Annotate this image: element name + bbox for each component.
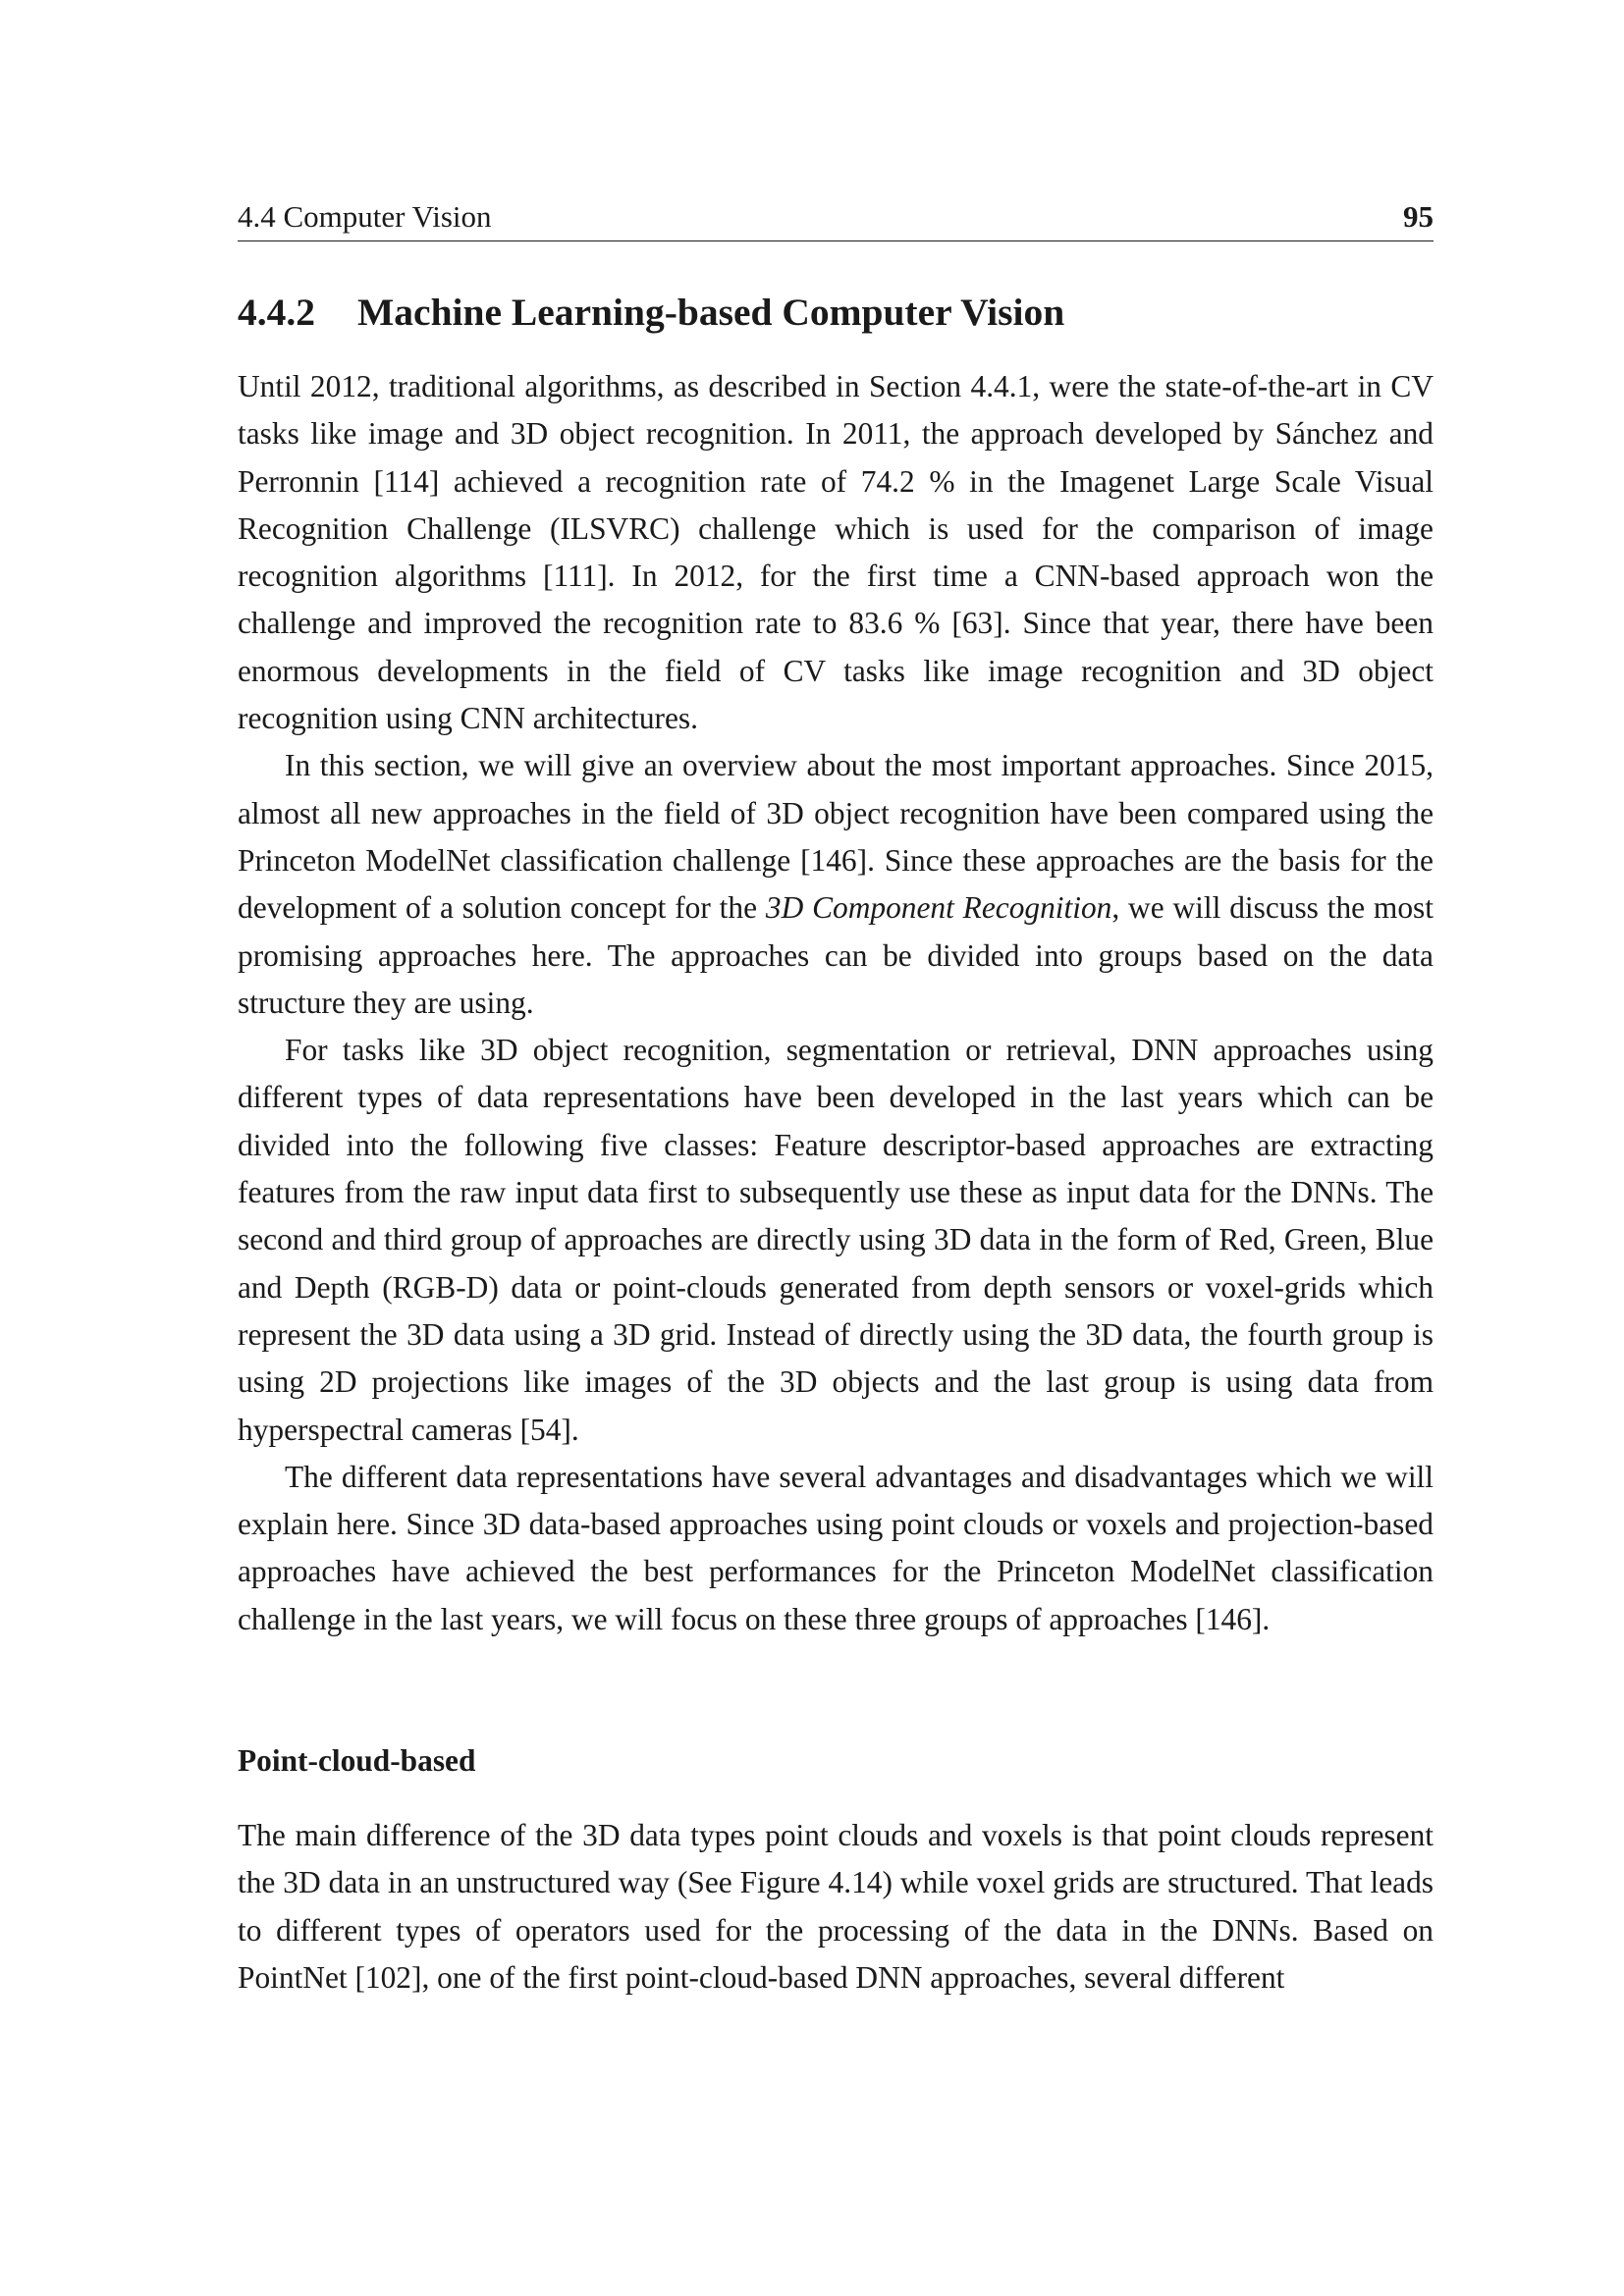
document-page (238, 0, 1434, 2296)
paragraph-1: Until 2012, traditional algorithms, as described in Section 4.4.1, were the state-of-the-art in CV tasks like image and 3D object recognition. In 2011, the approach developed by Sánchez and Perronnin [114] achieved a recognition rate of 74.2 % in the Imagenet Large Scale Visual Recognition Challenge (ILSVRC) challenge which is used for the comparison of image recognition algorithms [111]. In 2012, for the first time a CNN-based approach won the challenge and improved the recognition rate to 83.6 % [63]. Since that year, there have been enormous developments in the field of CV tasks like image recognition and 3D object recognition using CNN architectures. (238, 369, 1434, 736)
running-header (238, 197, 1434, 241)
paragraph-3: For tasks like 3D object recognition, segmentation or retrieval, DNN approaches using different types of data representations have been developed in the last years which can be divided into the following five classes: Feature descriptor-based approaches are extracting features from the raw input data first to subsequently use these as input data for the DNNs. The second and third group of approaches are directly using 3D data in the form of Red, Green, Blue and Depth (RGB-D) data or point-clouds generated from depth sensors or voxel-grids which represent the 3D data using a 3D grid. Instead of directly using the 3D data, the fourth group is using 2D projections like images of the 3D objects and the last group is using data from hyperspectral cameras [54]. (238, 1033, 1434, 1447)
subsection-body (238, 1812, 1434, 2002)
subsection-heading: Point-cloud-based (238, 1743, 476, 1778)
paragraph-2-text-a: In this section, we will give an overview about the most important approaches. Since 2015, almost all new approaches in the field of 3D object recognition have been compared using the Princeton ModelNet classification challenge [146]. Since these approaches are the basis for the development of a solution concept for the (238, 748, 1434, 926)
paragraph-4: The different data representations have several advantages and disadvantages which we will explain here. Since 3D data-based approaches using point clouds or voxels and projection-based approaches have achieved the best performances for the Princeton ModelNet classification challenge in the last years, we will focus on these three groups of approaches [146]. (238, 1459, 1434, 1636)
section-title: Machine Learning-based Computer Vision (357, 291, 1065, 334)
header-section-label: 4.4 Computer Vision (238, 199, 492, 234)
subsection-paragraph-1: The main difference of the 3D data types point clouds and voxels is that point clouds represent the 3D data in an unstructured way (See Figure 4.14) while voxel grids are structured. That leads to different types of operators used for the processing of the data in the DNNs. Based on PointNet [102], one of the first point-cloud-based DNN approaches, several different (238, 1818, 1434, 1995)
section-heading (238, 289, 1434, 336)
page-number: 95 (1403, 199, 1434, 234)
paragraph-2-text-b: , we will discuss the most promising approaches here. The approaches can be divided into groups based on the data structure they are using. (238, 890, 1434, 1020)
section-number: 4.4.2 (238, 291, 315, 334)
section-body (238, 363, 1434, 1643)
paragraph-2-emphasis: 3D Component Recognition (765, 890, 1112, 926)
paragraph-2 (238, 742, 1434, 1027)
